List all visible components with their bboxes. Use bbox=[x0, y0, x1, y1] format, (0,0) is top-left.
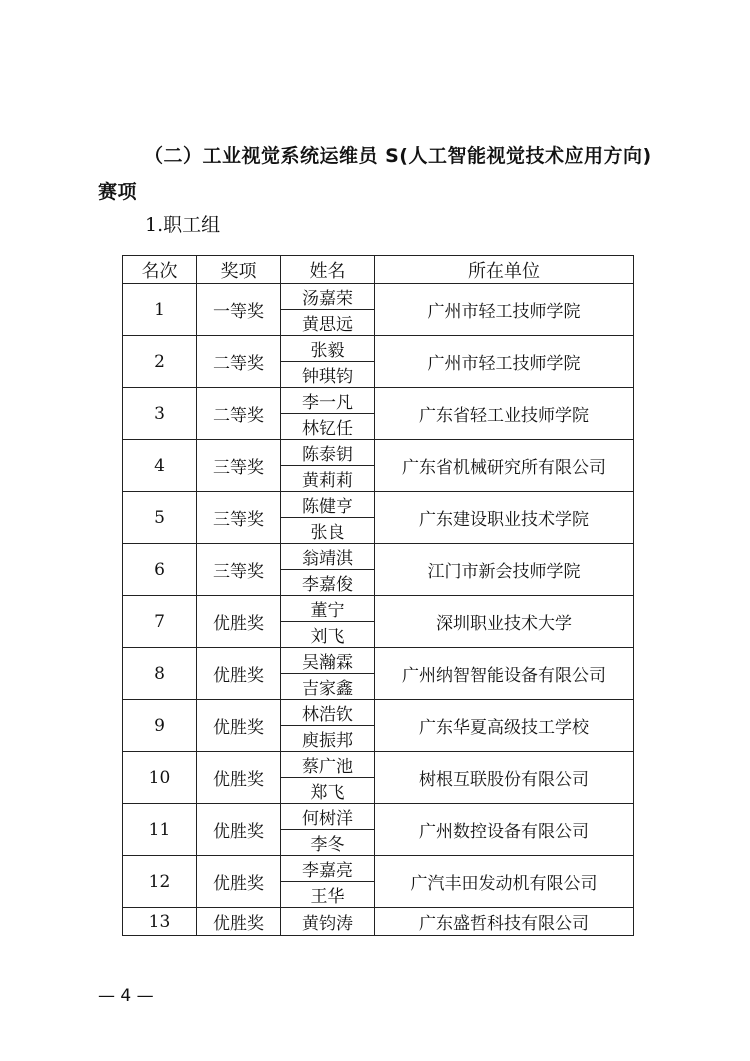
award-cell: 三等奖 bbox=[197, 544, 281, 596]
award-cell: 优胜奖 bbox=[197, 596, 281, 648]
table-row bbox=[123, 388, 634, 414]
award-cell: 优胜奖 bbox=[197, 752, 281, 804]
table-row bbox=[123, 284, 634, 310]
name-cell: 张毅 bbox=[281, 336, 375, 362]
name-cell: 庾振邦 bbox=[281, 726, 375, 752]
unit-cell: 广州市轻工技师学院 bbox=[375, 284, 634, 336]
table-body bbox=[123, 284, 634, 936]
award-cell: 二等奖 bbox=[197, 336, 281, 388]
name-cell: 郑飞 bbox=[281, 778, 375, 804]
name-cell: 陈健亨 bbox=[281, 492, 375, 518]
name-cell: 李一凡 bbox=[281, 388, 375, 414]
awards-table bbox=[122, 255, 634, 936]
name-cell: 吴瀚霖 bbox=[281, 648, 375, 674]
unit-cell: 广州市轻工技师学院 bbox=[375, 336, 634, 388]
name-cell: 李嘉亮 bbox=[281, 856, 375, 882]
award-cell: 三等奖 bbox=[197, 492, 281, 544]
unit-cell: 广东省机械研究所有限公司 bbox=[375, 440, 634, 492]
unit-cell: 树根互联股份有限公司 bbox=[375, 752, 634, 804]
table-row bbox=[123, 804, 634, 830]
name-cell: 林浩钦 bbox=[281, 700, 375, 726]
section-heading-line2: 赛项 bbox=[98, 181, 138, 203]
award-cell: 优胜奖 bbox=[197, 700, 281, 752]
header-award: 奖项 bbox=[197, 256, 281, 284]
unit-cell: 广州纳智智能设备有限公司 bbox=[375, 648, 634, 700]
name-cell: 董宁 bbox=[281, 596, 375, 622]
table-row bbox=[123, 752, 634, 778]
rank-cell: 1 bbox=[123, 284, 197, 336]
name-cell: 汤嘉荣 bbox=[281, 284, 375, 310]
unit-cell: 深圳职业技术大学 bbox=[375, 596, 634, 648]
name-cell: 黄钧涛 bbox=[281, 908, 375, 936]
unit-cell: 广东建设职业技术学院 bbox=[375, 492, 634, 544]
name-cell: 林钇任 bbox=[281, 414, 375, 440]
name-cell: 张良 bbox=[281, 518, 375, 544]
name-cell: 李嘉俊 bbox=[281, 570, 375, 596]
unit-cell: 广东华夏高级技工学校 bbox=[375, 700, 634, 752]
group-heading: 1.职工组 bbox=[145, 214, 221, 236]
rank-cell: 6 bbox=[123, 544, 197, 596]
name-cell: 王华 bbox=[281, 882, 375, 908]
table-row bbox=[123, 648, 634, 674]
unit-cell: 广汽丰田发动机有限公司 bbox=[375, 856, 634, 908]
table-row bbox=[123, 544, 634, 570]
name-cell: 刘飞 bbox=[281, 622, 375, 648]
name-cell: 黄莉莉 bbox=[281, 466, 375, 492]
rank-cell: 3 bbox=[123, 388, 197, 440]
table-row bbox=[123, 492, 634, 518]
rank-cell: 12 bbox=[123, 856, 197, 908]
unit-cell: 广州数控设备有限公司 bbox=[375, 804, 634, 856]
award-cell: 一等奖 bbox=[197, 284, 281, 336]
table-row bbox=[123, 440, 634, 466]
rank-cell: 4 bbox=[123, 440, 197, 492]
rank-cell: 13 bbox=[123, 908, 197, 936]
award-cell: 优胜奖 bbox=[197, 648, 281, 700]
name-cell: 陈泰钥 bbox=[281, 440, 375, 466]
name-cell: 李冬 bbox=[281, 830, 375, 856]
name-cell: 何树洋 bbox=[281, 804, 375, 830]
header-name: 姓名 bbox=[281, 256, 375, 284]
table-row bbox=[123, 856, 634, 882]
page-number: — 4 — bbox=[98, 986, 154, 1006]
rank-cell: 2 bbox=[123, 336, 197, 388]
award-cell: 优胜奖 bbox=[197, 804, 281, 856]
unit-cell: 江门市新会技师学院 bbox=[375, 544, 634, 596]
rank-cell: 7 bbox=[123, 596, 197, 648]
name-cell: 黄思远 bbox=[281, 310, 375, 336]
rank-cell: 10 bbox=[123, 752, 197, 804]
rank-cell: 5 bbox=[123, 492, 197, 544]
rank-cell: 11 bbox=[123, 804, 197, 856]
unit-cell: 广东盛哲科技有限公司 bbox=[375, 908, 634, 936]
award-cell: 三等奖 bbox=[197, 440, 281, 492]
unit-cell: 广东省轻工业技师学院 bbox=[375, 388, 634, 440]
name-cell: 吉家鑫 bbox=[281, 674, 375, 700]
name-cell: 蔡广池 bbox=[281, 752, 375, 778]
table-row bbox=[123, 700, 634, 726]
name-cell: 钟琪钧 bbox=[281, 362, 375, 388]
award-cell: 优胜奖 bbox=[197, 908, 281, 936]
table-header-row bbox=[123, 256, 634, 284]
name-cell: 翁靖淇 bbox=[281, 544, 375, 570]
table-row bbox=[123, 336, 634, 362]
header-unit: 所在单位 bbox=[375, 256, 634, 284]
award-cell: 优胜奖 bbox=[197, 856, 281, 908]
rank-cell: 8 bbox=[123, 648, 197, 700]
section-heading-line1: （二）工业视觉系统运维员 S(人工智能视觉技术应用方向) bbox=[144, 145, 652, 167]
rank-cell: 9 bbox=[123, 700, 197, 752]
table-row bbox=[123, 908, 634, 936]
award-cell: 二等奖 bbox=[197, 388, 281, 440]
table-row bbox=[123, 596, 634, 622]
header-rank: 名次 bbox=[123, 256, 197, 284]
section-heading bbox=[98, 138, 678, 210]
